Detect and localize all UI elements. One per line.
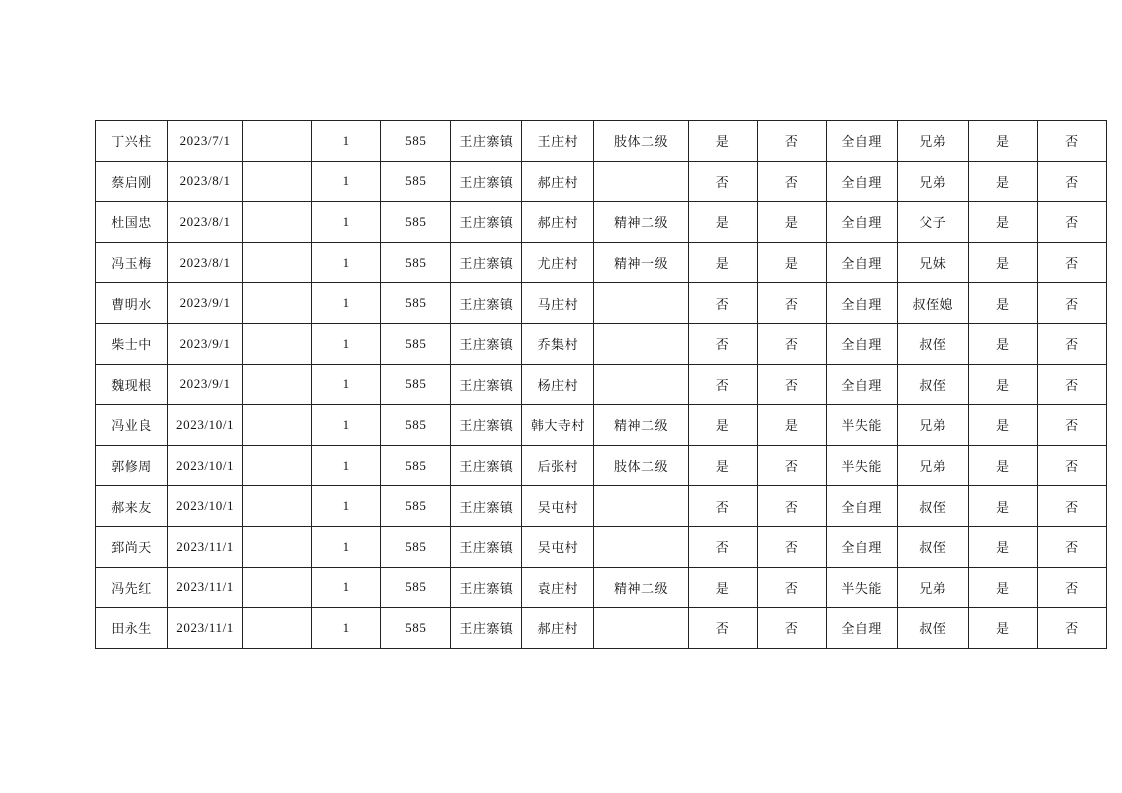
town-cell: 王庄寨镇 (451, 202, 522, 243)
flag-a-cell: 是 (968, 202, 1037, 243)
table-row (96, 202, 1107, 243)
flag-a-cell: 是 (968, 161, 1037, 202)
flag-a-cell: 是 (968, 567, 1037, 608)
flag-a-cell: 是 (968, 405, 1037, 446)
amount-cell: 585 (381, 202, 451, 243)
amount-cell: 585 (381, 121, 451, 162)
flag-a-cell: 是 (968, 364, 1037, 405)
count-cell: 1 (312, 121, 381, 162)
village-cell: 郝庄村 (522, 161, 594, 202)
disability-level-cell (594, 486, 688, 527)
village-cell: 马庄村 (522, 283, 594, 324)
disabled-flag-cell: 否 (688, 323, 757, 364)
date-cell: 2023/10/1 (168, 405, 243, 446)
count-cell: 1 (312, 405, 381, 446)
town-cell: 王庄寨镇 (451, 364, 522, 405)
self-care-cell: 全自理 (826, 323, 897, 364)
self-care-cell: 全自理 (826, 121, 897, 162)
name-cell: 丁兴柱 (96, 121, 168, 162)
disability-level-cell: 精神一级 (594, 242, 688, 283)
flag-a-cell: 是 (968, 486, 1037, 527)
blank-cell (243, 121, 312, 162)
table-row (96, 405, 1107, 446)
disability-level-cell (594, 283, 688, 324)
town-cell: 王庄寨镇 (451, 283, 522, 324)
count-cell: 1 (312, 364, 381, 405)
severe-flag-cell: 是 (757, 202, 826, 243)
relationship-cell: 叔侄 (897, 486, 968, 527)
amount-cell: 585 (381, 608, 451, 649)
name-cell: 冯业良 (96, 405, 168, 446)
table-row (96, 242, 1107, 283)
name-cell: 郭修周 (96, 445, 168, 486)
disability-level-cell: 肢体二级 (594, 121, 688, 162)
count-cell: 1 (312, 526, 381, 567)
disabled-flag-cell: 是 (688, 405, 757, 446)
table-row (96, 323, 1107, 364)
date-cell: 2023/9/1 (168, 364, 243, 405)
self-care-cell: 半失能 (826, 445, 897, 486)
town-cell: 王庄寨镇 (451, 405, 522, 446)
self-care-cell: 全自理 (826, 283, 897, 324)
flag-b-cell: 否 (1037, 161, 1106, 202)
name-cell: 郅尚天 (96, 526, 168, 567)
disability-level-cell: 精神二级 (594, 405, 688, 446)
severe-flag-cell: 否 (757, 364, 826, 405)
flag-a-cell: 是 (968, 242, 1037, 283)
severe-flag-cell: 否 (757, 283, 826, 324)
severe-flag-cell: 是 (757, 242, 826, 283)
disability-level-cell (594, 526, 688, 567)
date-cell: 2023/8/1 (168, 161, 243, 202)
relationship-cell: 兄弟 (897, 405, 968, 446)
relationship-cell: 叔侄 (897, 608, 968, 649)
flag-b-cell: 否 (1037, 445, 1106, 486)
flag-a-cell: 是 (968, 283, 1037, 324)
disabled-flag-cell: 否 (688, 283, 757, 324)
name-cell: 冯玉梅 (96, 242, 168, 283)
town-cell: 王庄寨镇 (451, 608, 522, 649)
amount-cell: 585 (381, 161, 451, 202)
name-cell: 柴士中 (96, 323, 168, 364)
disabled-flag-cell: 否 (688, 364, 757, 405)
flag-b-cell: 否 (1037, 242, 1106, 283)
relationship-cell: 叔侄 (897, 364, 968, 405)
date-cell: 2023/8/1 (168, 242, 243, 283)
severe-flag-cell: 否 (757, 445, 826, 486)
blank-cell (243, 283, 312, 324)
disability-level-cell: 精神二级 (594, 202, 688, 243)
flag-a-cell: 是 (968, 121, 1037, 162)
disabled-flag-cell: 是 (688, 567, 757, 608)
disabled-flag-cell: 否 (688, 486, 757, 527)
count-cell: 1 (312, 608, 381, 649)
flag-b-cell: 否 (1037, 486, 1106, 527)
amount-cell: 585 (381, 364, 451, 405)
count-cell: 1 (312, 323, 381, 364)
amount-cell: 585 (381, 526, 451, 567)
flag-b-cell: 否 (1037, 567, 1106, 608)
table-row (96, 567, 1107, 608)
self-care-cell: 全自理 (826, 161, 897, 202)
count-cell: 1 (312, 161, 381, 202)
count-cell: 1 (312, 202, 381, 243)
town-cell: 王庄寨镇 (451, 323, 522, 364)
relationship-cell: 兄弟 (897, 121, 968, 162)
self-care-cell: 全自理 (826, 526, 897, 567)
severe-flag-cell: 是 (757, 405, 826, 446)
disabled-flag-cell: 否 (688, 161, 757, 202)
date-cell: 2023/10/1 (168, 486, 243, 527)
disability-level-cell: 肢体二级 (594, 445, 688, 486)
date-cell: 2023/11/1 (168, 608, 243, 649)
relationship-cell: 父子 (897, 202, 968, 243)
village-cell: 吴屯村 (522, 526, 594, 567)
count-cell: 1 (312, 283, 381, 324)
disability-level-cell (594, 364, 688, 405)
amount-cell: 585 (381, 242, 451, 283)
flag-b-cell: 否 (1037, 405, 1106, 446)
disabled-flag-cell: 是 (688, 121, 757, 162)
blank-cell (243, 486, 312, 527)
village-cell: 吴屯村 (522, 486, 594, 527)
date-cell: 2023/7/1 (168, 121, 243, 162)
self-care-cell: 全自理 (826, 486, 897, 527)
town-cell: 王庄寨镇 (451, 526, 522, 567)
village-cell: 杨庄村 (522, 364, 594, 405)
blank-cell (243, 161, 312, 202)
village-cell: 郝庄村 (522, 608, 594, 649)
town-cell: 王庄寨镇 (451, 567, 522, 608)
disabled-flag-cell: 是 (688, 242, 757, 283)
severe-flag-cell: 否 (757, 608, 826, 649)
blank-cell (243, 608, 312, 649)
relationship-cell: 兄弟 (897, 445, 968, 486)
amount-cell: 585 (381, 445, 451, 486)
blank-cell (243, 202, 312, 243)
flag-b-cell: 否 (1037, 121, 1106, 162)
severe-flag-cell: 否 (757, 486, 826, 527)
date-cell: 2023/9/1 (168, 323, 243, 364)
flag-b-cell: 否 (1037, 608, 1106, 649)
roster-table-body (96, 121, 1107, 649)
table-row (96, 608, 1107, 649)
severe-flag-cell: 否 (757, 526, 826, 567)
village-cell: 王庄村 (522, 121, 594, 162)
disability-level-cell (594, 608, 688, 649)
table-row (96, 526, 1107, 567)
table-row (96, 283, 1107, 324)
severe-flag-cell: 否 (757, 323, 826, 364)
town-cell: 王庄寨镇 (451, 486, 522, 527)
date-cell: 2023/11/1 (168, 567, 243, 608)
blank-cell (243, 242, 312, 283)
roster-table (95, 120, 1107, 649)
name-cell: 杜国忠 (96, 202, 168, 243)
date-cell: 2023/10/1 (168, 445, 243, 486)
relationship-cell: 叔侄媳 (897, 283, 968, 324)
flag-a-cell: 是 (968, 445, 1037, 486)
village-cell: 郝庄村 (522, 202, 594, 243)
self-care-cell: 全自理 (826, 242, 897, 283)
amount-cell: 585 (381, 405, 451, 446)
name-cell: 郝来友 (96, 486, 168, 527)
table-row (96, 364, 1107, 405)
village-cell: 后张村 (522, 445, 594, 486)
disabled-flag-cell: 是 (688, 202, 757, 243)
flag-b-cell: 否 (1037, 202, 1106, 243)
date-cell: 2023/8/1 (168, 202, 243, 243)
disabled-flag-cell: 否 (688, 526, 757, 567)
amount-cell: 585 (381, 283, 451, 324)
blank-cell (243, 405, 312, 446)
table-row (96, 445, 1107, 486)
severe-flag-cell: 否 (757, 121, 826, 162)
town-cell: 王庄寨镇 (451, 445, 522, 486)
date-cell: 2023/9/1 (168, 283, 243, 324)
amount-cell: 585 (381, 567, 451, 608)
amount-cell: 585 (381, 486, 451, 527)
disabled-flag-cell: 否 (688, 608, 757, 649)
disability-level-cell: 精神二级 (594, 567, 688, 608)
self-care-cell: 半失能 (826, 405, 897, 446)
village-cell: 尤庄村 (522, 242, 594, 283)
name-cell: 田永生 (96, 608, 168, 649)
name-cell: 蔡启刚 (96, 161, 168, 202)
flag-a-cell: 是 (968, 323, 1037, 364)
disability-level-cell (594, 161, 688, 202)
severe-flag-cell: 否 (757, 567, 826, 608)
relationship-cell: 兄弟 (897, 567, 968, 608)
blank-cell (243, 445, 312, 486)
relationship-cell: 叔侄 (897, 323, 968, 364)
relationship-cell: 兄妹 (897, 242, 968, 283)
village-cell: 袁庄村 (522, 567, 594, 608)
count-cell: 1 (312, 567, 381, 608)
blank-cell (243, 526, 312, 567)
town-cell: 王庄寨镇 (451, 121, 522, 162)
flag-a-cell: 是 (968, 526, 1037, 567)
count-cell: 1 (312, 242, 381, 283)
disabled-flag-cell: 是 (688, 445, 757, 486)
flag-b-cell: 否 (1037, 526, 1106, 567)
name-cell: 魏现根 (96, 364, 168, 405)
village-cell: 乔集村 (522, 323, 594, 364)
flag-b-cell: 否 (1037, 323, 1106, 364)
relationship-cell: 叔侄 (897, 526, 968, 567)
town-cell: 王庄寨镇 (451, 242, 522, 283)
blank-cell (243, 323, 312, 364)
name-cell: 曹明水 (96, 283, 168, 324)
flag-b-cell: 否 (1037, 364, 1106, 405)
self-care-cell: 半失能 (826, 567, 897, 608)
table-row (96, 486, 1107, 527)
flag-b-cell: 否 (1037, 283, 1106, 324)
disability-level-cell (594, 323, 688, 364)
flag-a-cell: 是 (968, 608, 1037, 649)
self-care-cell: 全自理 (826, 202, 897, 243)
town-cell: 王庄寨镇 (451, 161, 522, 202)
relationship-cell: 兄弟 (897, 161, 968, 202)
amount-cell: 585 (381, 323, 451, 364)
village-cell: 韩大寺村 (522, 405, 594, 446)
name-cell: 冯先红 (96, 567, 168, 608)
table-row (96, 121, 1107, 162)
blank-cell (243, 567, 312, 608)
blank-cell (243, 364, 312, 405)
count-cell: 1 (312, 445, 381, 486)
date-cell: 2023/11/1 (168, 526, 243, 567)
self-care-cell: 全自理 (826, 608, 897, 649)
count-cell: 1 (312, 486, 381, 527)
table-row (96, 161, 1107, 202)
self-care-cell: 全自理 (826, 364, 897, 405)
severe-flag-cell: 否 (757, 161, 826, 202)
